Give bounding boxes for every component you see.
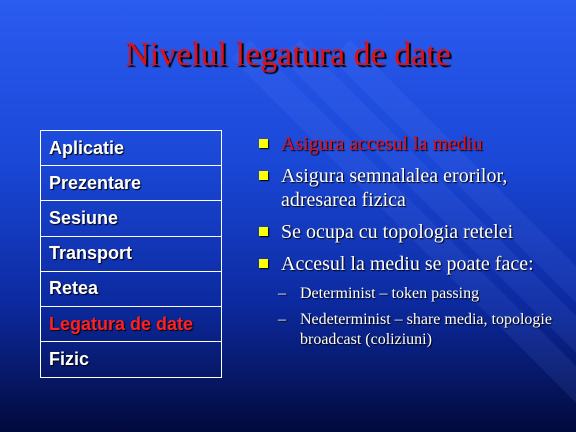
bullet-item bbox=[256, 220, 566, 244]
osi-layer-table bbox=[40, 130, 222, 378]
bullet-item-highlighted bbox=[256, 132, 566, 156]
layer-row: Retea bbox=[41, 272, 221, 307]
layer-row: Prezentare bbox=[41, 166, 221, 201]
bullet-text: Accesul la mediu se poate face: bbox=[281, 253, 534, 275]
layer-row: Transport bbox=[41, 237, 221, 272]
bullet-item bbox=[256, 252, 566, 276]
sub-bullet-item bbox=[256, 310, 566, 350]
bullet-text: Asigura accesul la mediu bbox=[281, 133, 483, 155]
layer-row: Aplicatie bbox=[41, 131, 221, 166]
square-bullet-icon bbox=[259, 171, 268, 180]
bullet-text: Asigura semnalalea erorilor, adresarea fizica bbox=[281, 165, 508, 211]
square-bullet-icon bbox=[259, 139, 268, 148]
dash-bullet-icon: – bbox=[278, 311, 286, 328]
square-bullet-icon bbox=[259, 227, 268, 236]
bullet-text: Se ocupa cu topologia retelei bbox=[281, 221, 514, 243]
layer-row-highlighted: Legatura de date bbox=[41, 307, 221, 342]
dash-bullet-icon: – bbox=[278, 285, 286, 302]
slide-title: Nivelul legatura de date bbox=[125, 36, 451, 73]
sub-bullet-text: Determinist – token passing bbox=[300, 285, 480, 302]
sub-bullet-item bbox=[256, 284, 566, 304]
square-bullet-icon bbox=[259, 259, 268, 268]
layer-row: Sesiune bbox=[41, 201, 221, 236]
layer-row: Fizic bbox=[49, 349, 90, 370]
bullet-list bbox=[256, 132, 566, 356]
bullet-item bbox=[256, 164, 566, 212]
sub-bullet-text: Nedeterminist – share media, topologie broadcast (coliziuni) bbox=[300, 311, 552, 348]
